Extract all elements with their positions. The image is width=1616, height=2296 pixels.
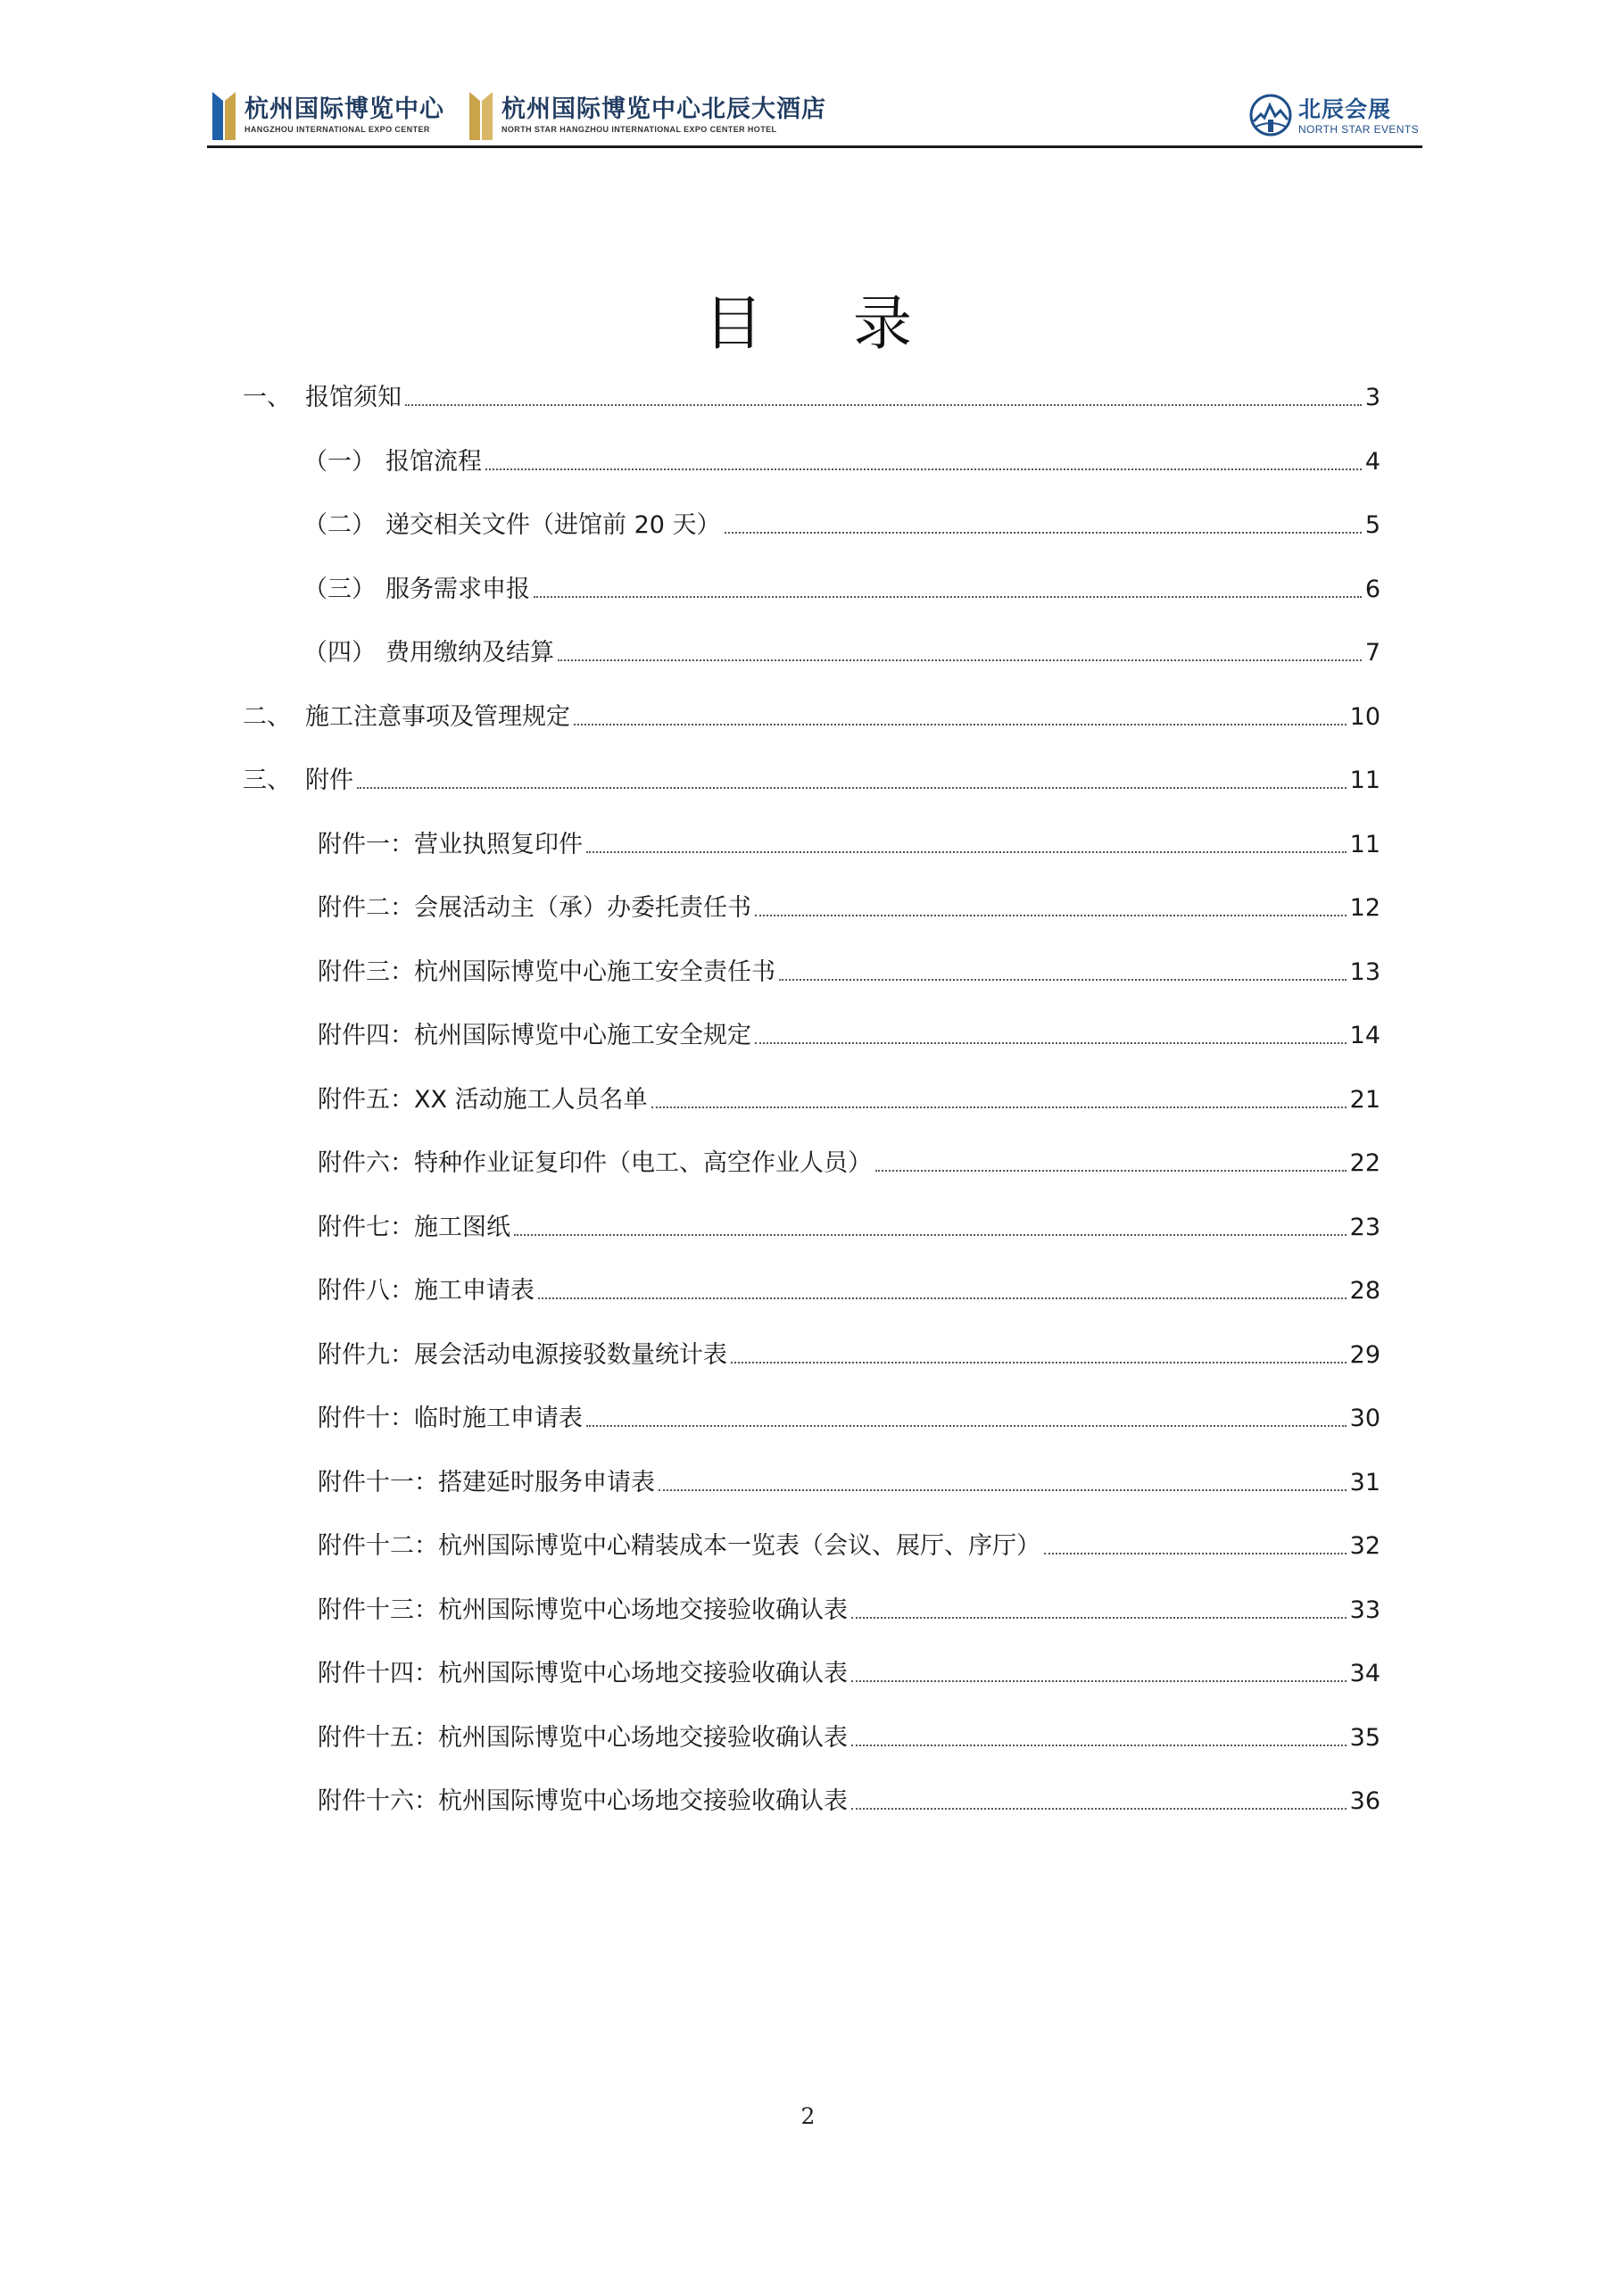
toc-entry-page: 11 [1349,767,1380,794]
toc-dot-leader [574,724,1347,725]
toc-entry-label: 附件二：会展活动主（承）办委托责任书 [318,894,751,922]
toc-entry[interactable] [303,506,1380,545]
toc-entry-label: 递交相关文件（进馆前 20 天） [385,511,721,539]
toc-entry[interactable] [318,1399,1380,1438]
toc-dot-leader [357,787,1347,789]
toc-entry-page: 30 [1349,1405,1380,1432]
toc-dot-leader [875,1170,1347,1172]
toc-entry-label: 费用缴纳及结算 [385,639,554,667]
toc-entry-label: 附件五：XX 活动施工人员名单 [318,1086,648,1114]
page-number: 2 [800,2103,816,2129]
toc-dot-leader [538,1297,1347,1299]
toc-entry-page: 29 [1349,1341,1380,1369]
toc-entry-label: 附件十三：杭州国际博览中心场地交接验收确认表 [318,1596,848,1624]
toc-entry-label: 附件九：展会活动电源接驳数量统计表 [318,1341,727,1369]
toc-entry-page: 13 [1349,958,1380,986]
toc-entry[interactable] [318,1144,1380,1183]
toc-dot-leader [731,1362,1347,1364]
toc-entry-page: 6 [1364,576,1380,603]
north-star-events-logo [1248,86,1419,145]
toc-entry[interactable] [243,378,1380,418]
toc-entry-page: 32 [1349,1532,1380,1560]
toc-entry-page: 11 [1349,831,1380,858]
toc-entry-label: 附件十一：搭建延时服务申请表 [318,1469,655,1496]
header-divider [207,145,1422,148]
toc-dot-leader [586,1425,1347,1427]
toc-dot-leader [755,915,1347,916]
toc-dot-leader [725,532,1362,534]
toc-entry-label: 附件七：施工图纸 [318,1214,510,1241]
expo-center-mark-icon [211,88,237,142]
toc-entry-label: 附件八：施工申请表 [318,1277,535,1305]
toc-entry[interactable] [318,1654,1380,1694]
toc-entry[interactable] [243,761,1380,800]
toc-entry-page: 23 [1349,1214,1380,1241]
toc-entry-page: 14 [1349,1022,1380,1049]
toc-entry-number: 二、 [243,703,291,731]
logo-cn-text: 北辰会展 [1297,96,1391,122]
toc-entry-page: 33 [1349,1596,1380,1624]
toc-entry[interactable] [318,1719,1380,1758]
toc-entry-page: 10 [1349,703,1380,731]
toc-entry-number: 一、 [243,384,291,411]
toc-entry[interactable] [243,698,1380,737]
toc-dot-leader [779,979,1347,981]
hangzhou-expo-center-logo [211,86,444,145]
logo-cn-text: 杭州国际博览中心北辰大酒店 [501,95,826,123]
toc-dot-leader [851,1808,1347,1810]
logo-en-text: NORTH STAR HANGZHOU INTERNATIONAL EXPO CENTER HOTEL [501,125,777,134]
toc-dot-leader [659,1489,1347,1491]
toc-entry-page: 12 [1349,894,1380,922]
toc-dot-leader [514,1234,1347,1236]
toc-dot-leader [405,404,1362,406]
toc-dot-leader [558,659,1362,661]
toc-entry[interactable] [318,889,1380,928]
logo-en-text: HANGZHOU INTERNATIONAL EXPO CENTER [244,125,430,134]
logo-cn-text: 杭州国际博览中心 [244,95,444,123]
toc-entry-label: 施工注意事项及管理规定 [305,703,570,731]
toc-entry-label: 附件十四：杭州国际博览中心场地交接验收确认表 [318,1660,848,1687]
toc-entry[interactable] [318,1016,1380,1056]
toc-entry-label: 附件六：特种作业证复印件（电工、高空作业人员） [318,1149,872,1177]
toc-entry[interactable] [318,953,1380,992]
toc-dot-leader [651,1107,1347,1108]
toc-entry[interactable] [318,825,1380,865]
toc-entry-page: 21 [1349,1086,1380,1114]
toc-entry-label: 附件 [305,767,353,794]
toc-entry-number: （三） [303,576,376,603]
toc-entry-number: （二） [303,511,376,539]
toc-entry[interactable] [318,1272,1380,1311]
toc-entry-page: 36 [1349,1787,1380,1815]
toc-entry-page: 22 [1349,1149,1380,1177]
expo-center-hotel-logo [468,86,826,145]
toc-dot-leader [851,1617,1347,1619]
toc-entry-label: 附件十：临时施工申请表 [318,1405,583,1432]
toc-entry[interactable] [318,1336,1380,1375]
toc-entry-number: （一） [303,448,376,476]
toc-entry-number: 三、 [243,767,291,794]
toc-entry-page: 28 [1349,1277,1380,1305]
hotel-mark-icon [468,88,494,142]
toc-entry[interactable] [318,1463,1380,1503]
toc-entry-label: 附件十二：杭州国际博览中心精装成本一览表（会议、展厅、序厅） [318,1532,1040,1560]
toc-entry[interactable] [303,570,1380,609]
toc-entry-page: 7 [1364,639,1380,667]
toc-entry-page: 31 [1349,1469,1380,1496]
toc-dot-leader [485,468,1362,470]
toc-entry-page: 3 [1364,384,1380,411]
toc-entry-page: 34 [1349,1660,1380,1687]
toc-entry[interactable] [318,1527,1380,1566]
toc-entry-page: 5 [1364,511,1380,539]
toc-dot-leader [851,1745,1347,1746]
page-title: 目 录 [704,289,948,358]
page-header [207,86,1422,145]
toc-entry-label: 报馆流程 [385,448,482,476]
toc-entry[interactable] [318,1081,1380,1120]
toc-dot-leader [534,596,1362,598]
toc-entry-number: （四） [303,639,376,667]
toc-entry-label: 附件三：杭州国际博览中心施工安全责任书 [318,958,775,986]
toc-entry[interactable] [318,1782,1380,1821]
toc-entry[interactable] [303,634,1380,673]
toc-entry-label: 附件一：营业执照复印件 [318,831,583,858]
toc-dot-leader [851,1680,1347,1682]
toc-entry-label: 附件十五：杭州国际博览中心场地交接验收确认表 [318,1724,848,1752]
toc-entry-page: 35 [1349,1724,1380,1752]
logo-en-text: NORTH STAR EVENTS [1297,123,1419,136]
north-star-globe-icon [1248,93,1293,137]
toc-entry-label: 服务需求申报 [385,576,530,603]
toc-entry[interactable] [303,443,1380,482]
toc-entry[interactable] [318,1208,1380,1247]
toc-entry-label: 报馆须知 [305,384,402,411]
toc-entry-page: 4 [1364,448,1380,476]
toc-entry-label: 附件十六：杭州国际博览中心场地交接验收确认表 [318,1787,848,1815]
toc-entry[interactable] [318,1591,1380,1630]
toc-entry-label: 附件四：杭州国际博览中心施工安全规定 [318,1022,751,1049]
toc-dot-leader [586,851,1347,853]
toc-dot-leader [755,1042,1347,1044]
toc-dot-leader [1044,1553,1347,1554]
